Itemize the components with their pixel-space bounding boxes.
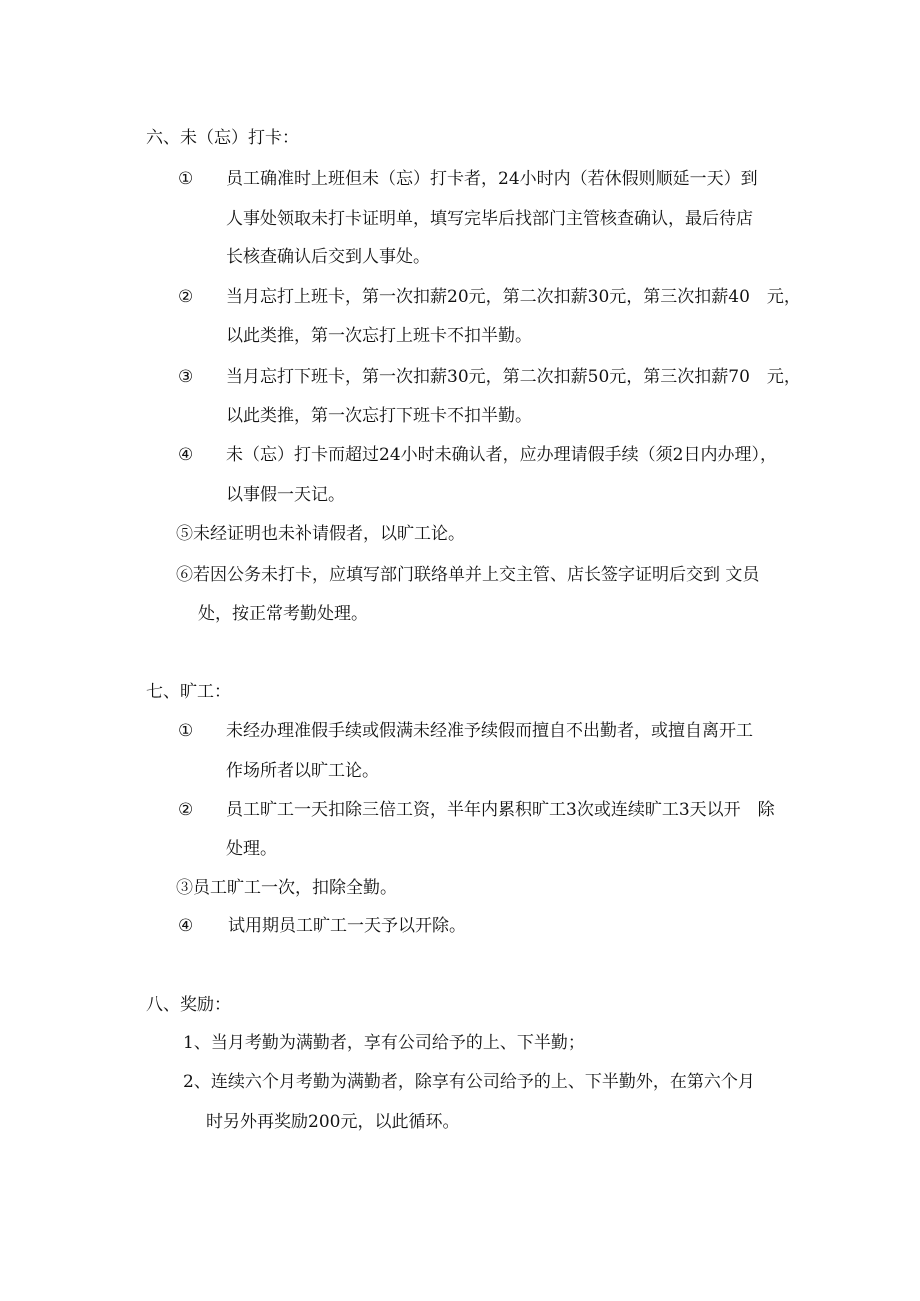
item-number: ① — [178, 721, 194, 741]
item-number: ② — [178, 800, 194, 820]
item-text: 人事处领取未打卡证明单，填写完毕后找部门主管核查确认，最后待店 — [226, 209, 753, 229]
item-text: 作场所者以旷工论。 — [226, 761, 379, 781]
item-number: ④ — [178, 445, 194, 465]
item-text: 试用期员工旷工一天予以开除。 — [228, 916, 466, 936]
section-heading: 六、未（忘）打卡： — [146, 128, 299, 148]
item-text: 员工旷工一天扣除三倍工资，半年内累积旷工3次或连续旷工3天以开 除 — [226, 800, 775, 820]
item-text: 时另外再奖励200元，以此循环。 — [206, 1112, 460, 1132]
item-text: 以此类推，第一次忘打下班卡不扣半勤。 — [226, 406, 532, 426]
item-text: 未（忘）打卡而超过24小时未确认者，应办理请假手续（须2日内办理）， — [226, 445, 777, 465]
item-number: ④ — [178, 916, 194, 936]
section-heading: 七、旷工： — [146, 682, 231, 702]
item-text: 员工确准时上班但未（忘）打卡者，24小时内（若休假则顺延一天）到 — [226, 169, 758, 189]
item-text: 处理。 — [226, 839, 277, 859]
item-text: 处，按正常考勤处理。 — [198, 604, 368, 624]
item-text: 2、连续六个月考勤为满勤者，除享有公司给予的上、下半勤外，在第六个月 — [183, 1072, 755, 1092]
item-text: ⑥若因公务未打卡，应填写部门联络单并上交主管、店长签字证明后交到 文员 — [176, 565, 760, 585]
item-text: 以此类推，第一次忘打上班卡不扣半勤。 — [226, 326, 532, 346]
item-text: 当月忘打下班卡，第一次扣薪30元，第二次扣薪50元，第三次扣薪70 元， — [226, 367, 801, 387]
item-number: ③ — [178, 367, 194, 387]
item-text: ⑤未经证明也未补请假者，以旷工论。 — [176, 524, 465, 544]
item-text: 当月忘打上班卡，第一次扣薪20元，第二次扣薪30元，第三次扣薪40 元， — [226, 287, 801, 307]
item-text: 1、当月考勤为满勤者，享有公司给予的上、下半勤； — [183, 1033, 585, 1053]
item-text: ③员工旷工一次，扣除全勤。 — [176, 878, 397, 898]
item-text: 长核查确认后交到人事处。 — [226, 247, 430, 267]
item-text: 以事假一天记。 — [226, 485, 345, 505]
item-number: ② — [178, 287, 194, 307]
item-text: 未经办理准假手续或假满未经准予续假而擅自不出勤者，或擅自离开工 — [226, 721, 753, 741]
item-number: ① — [178, 169, 194, 189]
section-heading: 八、奖励： — [146, 995, 231, 1015]
